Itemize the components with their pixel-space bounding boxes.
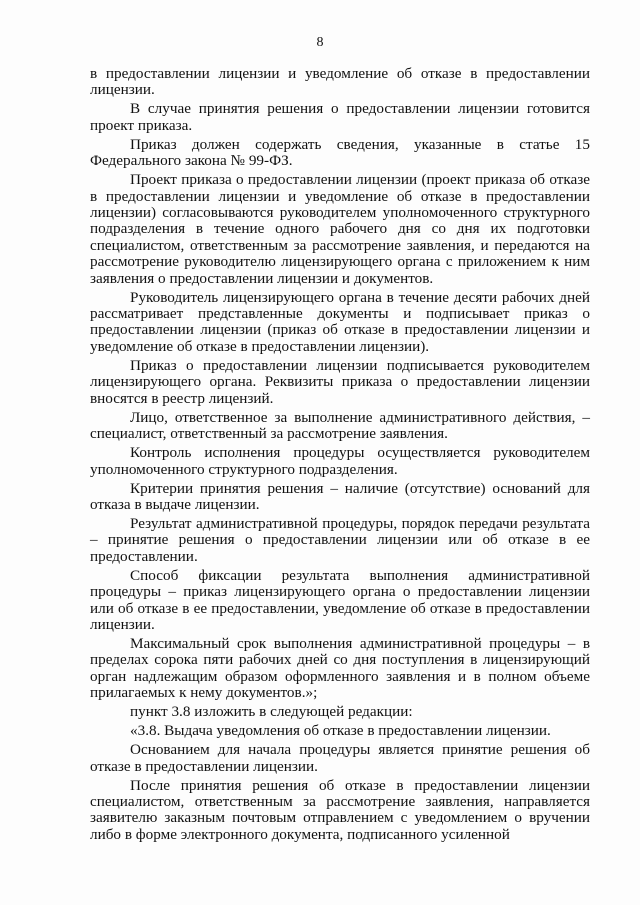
- paragraph: Способ фиксации результата выполнения административной процедуры – приказ лицензирующего органа о предоставлении лицензии или об отказе в ее предоставлении, уведомление об отказе в предоставлении лицензии.: [90, 566, 590, 633]
- paragraph: Основанием для начала процедуры является принятие решения об отказе в предоставлении лицензии.: [90, 741, 590, 775]
- paragraph: После принятия решения об отказе в предоставлении лицензии специалистом, ответственным за рассмотрение заявления, направляется заявителю заказным почтовым отправлением с уведомлением о вручении либо в форме электронного документа, подписанного усиленной: [90, 776, 590, 843]
- paragraph: Результат административной процедуры, порядок передачи результата – принятие решения о предоставлении лицензии или об отказе в ее предоставлении.: [90, 514, 590, 565]
- paragraph: Критерии принятия решения – наличие (отсутствие) оснований для отказа в выдаче лицензии.: [90, 479, 590, 513]
- paragraph: в предоставлении лицензии и уведомление об отказе в предоставлении лицензии.: [90, 65, 590, 99]
- paragraph: Приказ о предоставлении лицензии подписывается руководителем лицензирующего органа. Реквизиты приказа о предоставлении лицензии вносятся в реестр лицензий.: [90, 356, 590, 407]
- page-number: 8: [316, 35, 324, 50]
- paragraph: В случае принятия решения о предоставлении лицензии готовится проект приказа.: [90, 100, 590, 134]
- paragraph: Лицо, ответственное за выполнение административного действия, – специалист, ответственный за рассмотрение заявления.: [90, 408, 590, 443]
- paragraph: пункт 3.8 изложить в следующей редакции:: [130, 703, 413, 721]
- paragraph: Приказ должен содержать сведения, указанные в статье 15 Федерального закона № 99-ФЗ.: [90, 135, 590, 170]
- paragraph: Проект приказа о предоставлении лицензии (проект приказа об отказе в предоставлении лицензии и уведомление об отказе в предоставлении лицензии) согласовываются руководителем уполномоченного структурного подразделения в течение одного рабочего дня со дня их подготовки специалистом, ответственным за рассмотрение заявления, и передаются на рассмотрение руководителю лицензирующего органа с приложением к ним заявления о предоставлении лицензии и документов.: [90, 171, 590, 287]
- paragraph: «3.8. Выдача уведомления об отказе в предоставлении лицензии.: [130, 722, 551, 740]
- paragraph: Максимальный срок выполнения административной процедуры – в пределах сорока пяти рабочих дней со дня поступления в лицензирующий орган надлежащим образом оформленного заявления и в полном объеме прилагаемых к нему документов.»;: [90, 634, 590, 702]
- document-body: [90, 66, 590, 846]
- paragraph: Руководитель лицензирующего органа в течение десяти рабочих дней рассматривает представленные документы и подписывает приказ о предоставлении лицензии (приказ об отказе в предоставлении лицензии и уведомление об отказе в предоставлении лицензии).: [90, 288, 590, 355]
- paragraph: Контроль исполнения процедуры осуществляется руководителем уполномоченного структурного подразделения.: [90, 444, 590, 478]
